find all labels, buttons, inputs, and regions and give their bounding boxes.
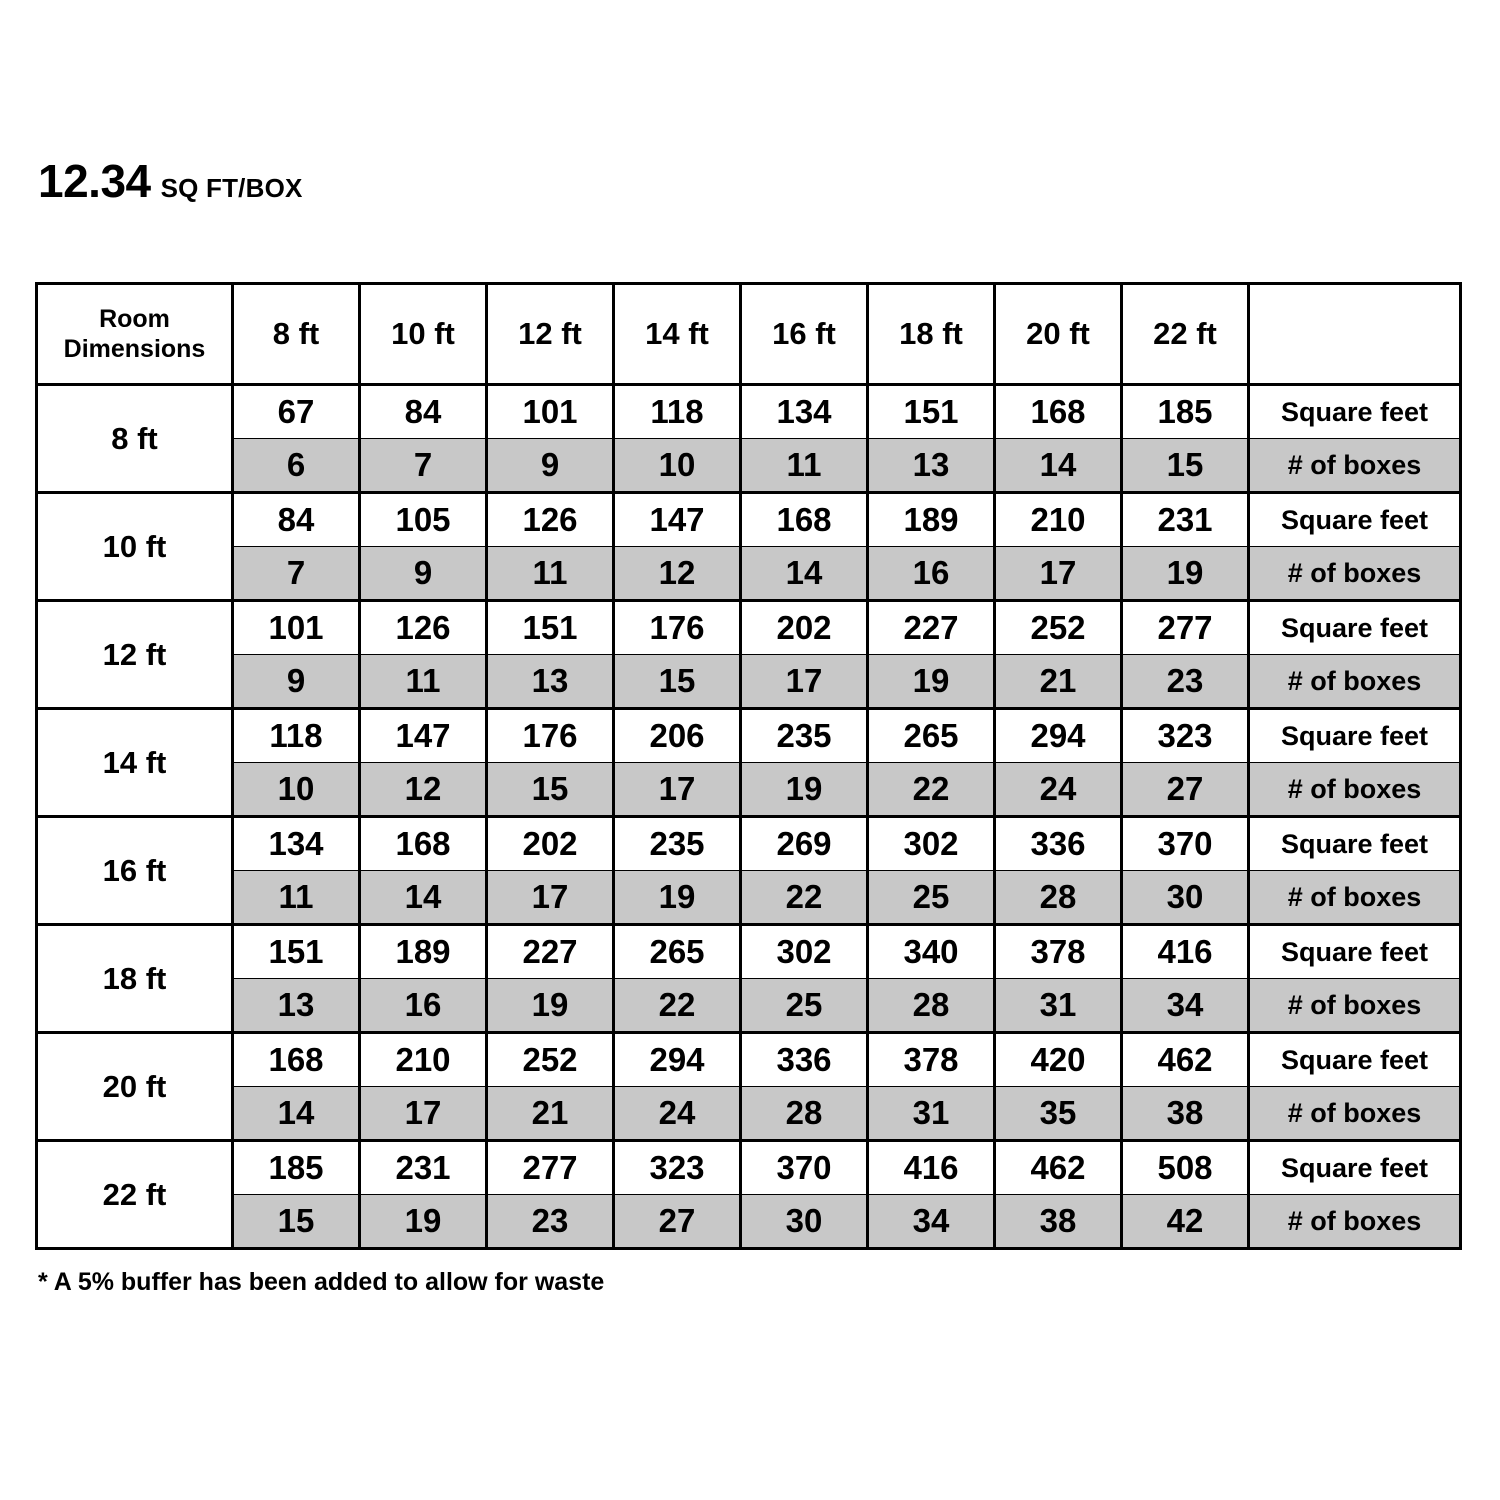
cell-boxes-4-3: 19: [614, 871, 741, 925]
cell-sqft-6-4: 336: [741, 1033, 868, 1087]
row-header-2: 12 ft: [37, 601, 233, 709]
cell-sqft-0-0: 67: [233, 385, 360, 439]
cell-boxes-4-1: 14: [360, 871, 487, 925]
cell-boxes-2-5: 19: [868, 655, 995, 709]
cell-sqft-7-1: 231: [360, 1141, 487, 1195]
cell-sqft-6-0: 168: [233, 1033, 360, 1087]
table-row: [37, 385, 1461, 439]
cell-boxes-1-1: 9: [360, 547, 487, 601]
cell-sqft-7-3: 323: [614, 1141, 741, 1195]
row-label-boxes-4: # of boxes: [1249, 871, 1461, 925]
cell-boxes-6-7: 38: [1122, 1087, 1249, 1141]
cell-boxes-4-5: 25: [868, 871, 995, 925]
column-header-6: 20 ft: [995, 284, 1122, 385]
cell-boxes-5-5: 28: [868, 979, 995, 1033]
cell-sqft-5-4: 302: [741, 925, 868, 979]
cell-boxes-3-2: 15: [487, 763, 614, 817]
cell-sqft-1-2: 126: [487, 493, 614, 547]
cell-sqft-7-5: 416: [868, 1141, 995, 1195]
row-header-0: 8 ft: [37, 385, 233, 493]
cell-sqft-6-2: 252: [487, 1033, 614, 1087]
cell-boxes-6-0: 14: [233, 1087, 360, 1141]
cell-boxes-7-0: 15: [233, 1195, 360, 1249]
cell-boxes-6-1: 17: [360, 1087, 487, 1141]
column-header-7: 22 ft: [1122, 284, 1249, 385]
cell-sqft-7-7: 508: [1122, 1141, 1249, 1195]
header-spacer: [1249, 284, 1461, 385]
cell-sqft-0-6: 168: [995, 385, 1122, 439]
row-label-boxes-1: # of boxes: [1249, 547, 1461, 601]
page-title: [38, 155, 303, 207]
cell-boxes-0-5: 13: [868, 439, 995, 493]
cell-boxes-7-2: 23: [487, 1195, 614, 1249]
column-header-4: 16 ft: [741, 284, 868, 385]
row-label-sqft-7: Square feet: [1249, 1141, 1461, 1195]
row-header-4: 16 ft: [37, 817, 233, 925]
cell-boxes-7-7: 42: [1122, 1195, 1249, 1249]
cell-boxes-2-1: 11: [360, 655, 487, 709]
coverage-table-wrapper: [35, 282, 1462, 1250]
cell-boxes-3-7: 27: [1122, 763, 1249, 817]
cell-boxes-7-5: 34: [868, 1195, 995, 1249]
cell-sqft-6-5: 378: [868, 1033, 995, 1087]
cell-sqft-1-6: 210: [995, 493, 1122, 547]
header-row: [37, 284, 1461, 385]
cell-boxes-3-5: 22: [868, 763, 995, 817]
cell-sqft-1-7: 231: [1122, 493, 1249, 547]
cell-sqft-3-6: 294: [995, 709, 1122, 763]
row-label-boxes-3: # of boxes: [1249, 763, 1461, 817]
cell-boxes-6-3: 24: [614, 1087, 741, 1141]
cell-sqft-5-2: 227: [487, 925, 614, 979]
cell-boxes-3-6: 24: [995, 763, 1122, 817]
row-label-boxes-5: # of boxes: [1249, 979, 1461, 1033]
coverage-table: [35, 282, 1462, 1250]
cell-boxes-0-7: 15: [1122, 439, 1249, 493]
row-label-boxes-6: # of boxes: [1249, 1087, 1461, 1141]
cell-boxes-4-7: 30: [1122, 871, 1249, 925]
cell-sqft-1-4: 168: [741, 493, 868, 547]
cell-sqft-6-1: 210: [360, 1033, 487, 1087]
cell-sqft-0-4: 134: [741, 385, 868, 439]
cell-sqft-3-0: 118: [233, 709, 360, 763]
cell-sqft-7-2: 277: [487, 1141, 614, 1195]
cell-sqft-5-7: 416: [1122, 925, 1249, 979]
cell-sqft-2-1: 126: [360, 601, 487, 655]
cell-sqft-4-0: 134: [233, 817, 360, 871]
cell-boxes-2-6: 21: [995, 655, 1122, 709]
cell-boxes-0-4: 11: [741, 439, 868, 493]
cell-sqft-7-0: 185: [233, 1141, 360, 1195]
table-body: [37, 385, 1461, 1249]
room-dimensions-header-line1: Room: [99, 305, 170, 333]
cell-sqft-4-6: 336: [995, 817, 1122, 871]
table-row: [37, 763, 1461, 817]
cell-boxes-6-2: 21: [487, 1087, 614, 1141]
column-header-2: 12 ft: [487, 284, 614, 385]
cell-boxes-6-5: 31: [868, 1087, 995, 1141]
cell-sqft-5-1: 189: [360, 925, 487, 979]
cell-sqft-2-4: 202: [741, 601, 868, 655]
cell-boxes-5-6: 31: [995, 979, 1122, 1033]
cell-boxes-5-3: 22: [614, 979, 741, 1033]
room-dimensions-header: [37, 284, 233, 385]
cell-sqft-1-1: 105: [360, 493, 487, 547]
table-row: [37, 1033, 1461, 1087]
cell-sqft-1-5: 189: [868, 493, 995, 547]
row-label-boxes-0: # of boxes: [1249, 439, 1461, 493]
cell-boxes-5-7: 34: [1122, 979, 1249, 1033]
cell-boxes-1-7: 19: [1122, 547, 1249, 601]
table-row: [37, 547, 1461, 601]
table-row: [37, 1195, 1461, 1249]
table-head: [37, 284, 1461, 385]
table-row: [37, 817, 1461, 871]
column-header-3: 14 ft: [614, 284, 741, 385]
cell-sqft-5-0: 151: [233, 925, 360, 979]
column-header-1: 10 ft: [360, 284, 487, 385]
cell-sqft-1-0: 84: [233, 493, 360, 547]
cell-sqft-2-6: 252: [995, 601, 1122, 655]
cell-sqft-6-6: 420: [995, 1033, 1122, 1087]
cell-boxes-1-3: 12: [614, 547, 741, 601]
cell-boxes-1-0: 7: [233, 547, 360, 601]
cell-boxes-0-3: 10: [614, 439, 741, 493]
cell-sqft-4-7: 370: [1122, 817, 1249, 871]
row-header-6: 20 ft: [37, 1033, 233, 1141]
cell-sqft-5-3: 265: [614, 925, 741, 979]
cell-boxes-2-4: 17: [741, 655, 868, 709]
cell-sqft-3-1: 147: [360, 709, 487, 763]
column-header-0: 8 ft: [233, 284, 360, 385]
table-row: [37, 925, 1461, 979]
cell-boxes-5-0: 13: [233, 979, 360, 1033]
cell-boxes-4-0: 11: [233, 871, 360, 925]
cell-sqft-3-7: 323: [1122, 709, 1249, 763]
cell-boxes-0-0: 6: [233, 439, 360, 493]
cell-boxes-0-6: 14: [995, 439, 1122, 493]
footnote: * A 5% buffer has been added to allow for waste: [38, 1268, 605, 1296]
table-row: [37, 493, 1461, 547]
cell-boxes-3-1: 12: [360, 763, 487, 817]
cell-boxes-7-6: 38: [995, 1195, 1122, 1249]
table-row: [37, 709, 1461, 763]
cell-boxes-1-6: 17: [995, 547, 1122, 601]
table-row: [37, 1087, 1461, 1141]
cell-sqft-1-3: 147: [614, 493, 741, 547]
table-row: [37, 601, 1461, 655]
cell-boxes-2-2: 13: [487, 655, 614, 709]
table-row: [37, 979, 1461, 1033]
cell-sqft-4-3: 235: [614, 817, 741, 871]
cell-sqft-0-1: 84: [360, 385, 487, 439]
cell-boxes-6-4: 28: [741, 1087, 868, 1141]
table-row: [37, 1141, 1461, 1195]
cell-sqft-0-2: 101: [487, 385, 614, 439]
cell-boxes-4-4: 22: [741, 871, 868, 925]
cell-boxes-5-2: 19: [487, 979, 614, 1033]
cell-boxes-7-1: 19: [360, 1195, 487, 1249]
row-header-3: 14 ft: [37, 709, 233, 817]
cell-boxes-4-2: 17: [487, 871, 614, 925]
cell-boxes-1-4: 14: [741, 547, 868, 601]
column-header-5: 18 ft: [868, 284, 995, 385]
row-label-sqft-4: Square feet: [1249, 817, 1461, 871]
table-row: [37, 439, 1461, 493]
cell-boxes-4-6: 28: [995, 871, 1122, 925]
cell-sqft-7-4: 370: [741, 1141, 868, 1195]
row-label-sqft-1: Square feet: [1249, 493, 1461, 547]
cell-sqft-3-5: 265: [868, 709, 995, 763]
room-dimensions-header-line2: Dimensions: [63, 335, 206, 363]
cell-boxes-3-0: 10: [233, 763, 360, 817]
cell-sqft-3-3: 206: [614, 709, 741, 763]
row-label-sqft-0: Square feet: [1249, 385, 1461, 439]
row-label-sqft-3: Square feet: [1249, 709, 1461, 763]
cell-sqft-4-1: 168: [360, 817, 487, 871]
cell-boxes-2-3: 15: [614, 655, 741, 709]
cell-sqft-0-5: 151: [868, 385, 995, 439]
cell-boxes-7-3: 27: [614, 1195, 741, 1249]
cell-sqft-2-0: 101: [233, 601, 360, 655]
cell-sqft-5-5: 340: [868, 925, 995, 979]
cell-sqft-2-2: 151: [487, 601, 614, 655]
row-header-5: 18 ft: [37, 925, 233, 1033]
cell-sqft-4-5: 302: [868, 817, 995, 871]
cell-sqft-5-6: 378: [995, 925, 1122, 979]
row-label-sqft-5: Square feet: [1249, 925, 1461, 979]
cell-boxes-3-4: 19: [741, 763, 868, 817]
cell-sqft-2-7: 277: [1122, 601, 1249, 655]
cell-sqft-7-6: 462: [995, 1141, 1122, 1195]
coverage-number: 12.34: [38, 155, 151, 207]
cell-sqft-6-3: 294: [614, 1033, 741, 1087]
cell-boxes-2-0: 9: [233, 655, 360, 709]
cell-sqft-2-5: 227: [868, 601, 995, 655]
coverage-unit: SQ FT/BOX: [160, 173, 303, 203]
cell-boxes-1-5: 16: [868, 547, 995, 601]
cell-sqft-2-3: 176: [614, 601, 741, 655]
cell-sqft-0-3: 118: [614, 385, 741, 439]
row-label-boxes-7: # of boxes: [1249, 1195, 1461, 1249]
cell-boxes-1-2: 11: [487, 547, 614, 601]
cell-boxes-0-1: 7: [360, 439, 487, 493]
cell-sqft-3-2: 176: [487, 709, 614, 763]
row-header-7: 22 ft: [37, 1141, 233, 1249]
cell-sqft-6-7: 462: [1122, 1033, 1249, 1087]
cell-boxes-5-4: 25: [741, 979, 868, 1033]
cell-boxes-0-2: 9: [487, 439, 614, 493]
cell-boxes-3-3: 17: [614, 763, 741, 817]
cell-boxes-5-1: 16: [360, 979, 487, 1033]
cell-sqft-4-4: 269: [741, 817, 868, 871]
row-header-1: 10 ft: [37, 493, 233, 601]
cell-sqft-3-4: 235: [741, 709, 868, 763]
cell-sqft-0-7: 185: [1122, 385, 1249, 439]
cell-boxes-7-4: 30: [741, 1195, 868, 1249]
table-row: [37, 871, 1461, 925]
row-label-sqft-6: Square feet: [1249, 1033, 1461, 1087]
row-label-boxes-2: # of boxes: [1249, 655, 1461, 709]
cell-boxes-2-7: 23: [1122, 655, 1249, 709]
table-row: [37, 655, 1461, 709]
row-label-sqft-2: Square feet: [1249, 601, 1461, 655]
cell-sqft-4-2: 202: [487, 817, 614, 871]
cell-boxes-6-6: 35: [995, 1087, 1122, 1141]
